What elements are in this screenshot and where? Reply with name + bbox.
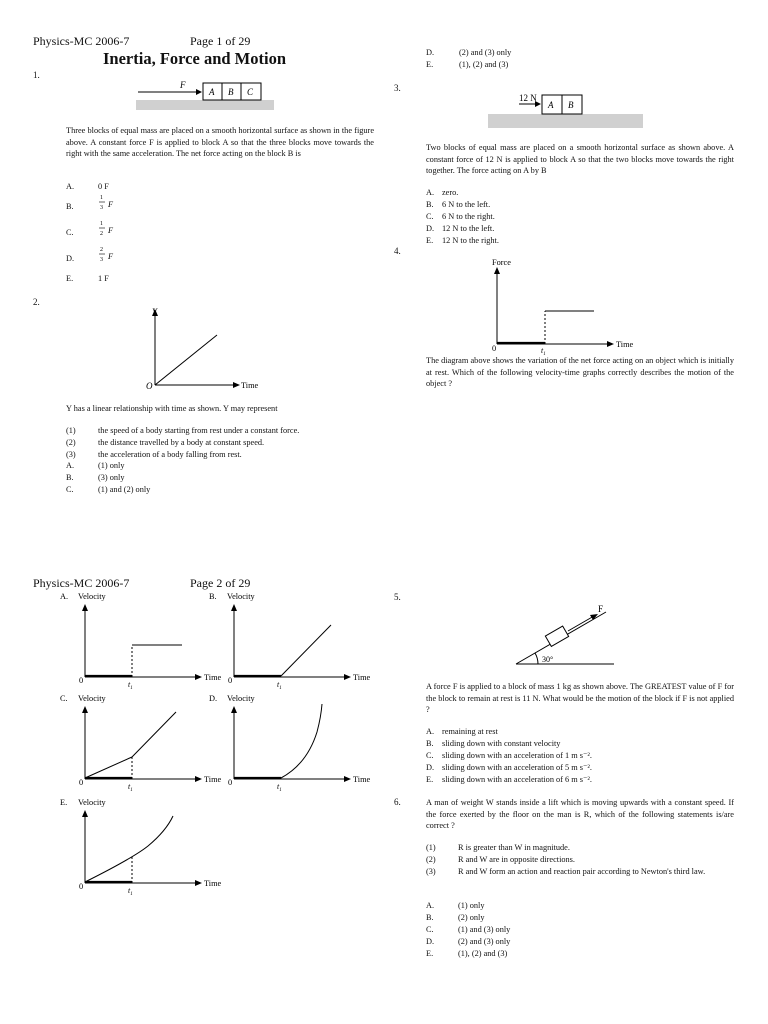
q3-option-c: C. 6 N to the right. <box>426 212 495 221</box>
q5-option-e: E. sliding down with an acceleration of 6 m s⁻². <box>426 775 592 784</box>
svg-text:0: 0 <box>228 676 233 685</box>
svg-text:Time: Time <box>353 673 371 682</box>
option-key: E. <box>66 274 74 283</box>
graph-c <box>58 692 228 792</box>
graph-a-key: A. <box>60 592 69 601</box>
q5-option-c: C. sliding down with an acceleration of 1 m s⁻². <box>426 751 592 760</box>
svg-text:t1: $t_1$ <box>541 346 546 357</box>
block-c-label: C <box>247 87 254 97</box>
graph-a <box>58 590 228 690</box>
svg-text:t1: $t_1$ <box>277 782 282 793</box>
q6-option-a: A. (1) only <box>426 901 485 910</box>
q6-statement-3: (3) R and W form an action and reaction pair according to Newton's third law. <box>426 867 706 876</box>
svg-text:A: A <box>548 100 554 110</box>
svg-text:1: 1 <box>100 221 103 227</box>
page2-header-left: Physics-MC 2006-7 <box>33 576 130 590</box>
q2-text: Y has a linear relationship with time as shown. Y may represent <box>66 404 278 413</box>
q5-incline-diagram <box>510 600 620 670</box>
page2-header-right: Page 2 of 29 <box>190 576 251 590</box>
q1-number: 1. <box>33 70 40 80</box>
q1-option-b <box>66 201 98 213</box>
q6-number: 6. <box>394 797 401 807</box>
graph-d-axis-y: Velocity <box>227 694 255 703</box>
svg-text:0: 0 <box>79 882 84 891</box>
graph-a-axis-y: Velocity <box>78 592 106 601</box>
page1-header-right: Page 1 of 29 <box>190 34 251 48</box>
q5-option-b: B. sliding down with constant velocity <box>426 739 561 748</box>
graph-b-key: B. <box>209 592 217 601</box>
svg-text:Time: Time <box>241 381 259 390</box>
svg-text:3: 3 <box>100 205 103 211</box>
q1-fractions <box>98 194 128 284</box>
q5-number: 5. <box>394 592 401 602</box>
svg-text:0: 0 <box>228 778 233 787</box>
q1-text: Three blocks of equal mass are placed on a smooth horizontal surface as shown in the figure above. A constant force F is applied to block A so that the three blocks move towards the right with the same acceleration. The net force acting on the block B is <box>66 126 374 159</box>
svg-text:Time: Time <box>616 340 634 349</box>
option-key: B. <box>66 202 74 211</box>
svg-text:Time: Time <box>353 775 371 784</box>
q6-statement-2: (2) R and W are in opposite directions. <box>426 855 575 864</box>
q2-number: 2. <box>33 297 40 307</box>
q5-option-d: D. sliding down with an acceleration of 5 m s⁻². <box>426 763 592 772</box>
q1-force-label: F <box>180 80 186 90</box>
graph-d <box>207 692 387 792</box>
q4-text: The diagram above shows the variation of the net force acting on an object which is initially at rest. Which of the following velocity-time graphs correctly describes the motion of the object ? <box>426 356 734 389</box>
q3-text: Two blocks of equal mass are placed on a smooth horizontal surface as shown above. A constant force of 12 N is applied to block A so that the two blocks move towards the right together. The force acting on A by B <box>426 143 734 176</box>
svg-text:t1: $t_1$ <box>128 680 133 691</box>
svg-text:3: 3 <box>100 257 103 263</box>
q2-statement-2: (2) the distance travelled by a body at constant speed. <box>66 438 265 447</box>
svg-text:t1: $t_1$ <box>128 782 133 793</box>
q5-option-a: A. remaining at rest <box>426 727 498 736</box>
q2-option-e: E. (1), (2) and (3) <box>426 60 509 69</box>
q3-option-e: E. 12 N to the right. <box>426 236 499 245</box>
svg-text:0: 0 <box>79 778 84 787</box>
q3-option-b: B. 6 N to the left. <box>426 200 491 209</box>
q2-graph <box>140 305 270 393</box>
svg-text:t1: $t_1$ <box>128 886 133 897</box>
q2-option-a: A. (1) only <box>66 461 125 470</box>
page-title: Inertia, Force and Motion <box>103 49 287 68</box>
option-text: 0 F <box>98 182 109 191</box>
q2-statement-3: (3) the acceleration of a body falling from rest. <box>66 450 242 459</box>
q3-number: 3. <box>394 83 401 93</box>
option-key: D. <box>66 254 75 263</box>
svg-text:0: 0 <box>492 344 497 353</box>
q6-option-c: C. (1) and (3) only <box>426 925 511 934</box>
q2-option-d: D. (2) and (3) only <box>426 48 512 57</box>
q6-text: A man of weight W stands inside a lift which is moving upwards with a constant speed. If the force exerted by the floor on the man is R, which of the following statements is/are correct ? <box>426 798 734 831</box>
q3-blocks-diagram <box>486 92 646 132</box>
q3-option-a: A. zero. <box>426 188 459 197</box>
graph-b-axis-y: Velocity <box>227 592 255 601</box>
graph-e <box>58 796 228 896</box>
svg-text:1: 1 <box>100 195 103 201</box>
q3-option-d: D. 12 N to the left. <box>426 224 495 233</box>
option-key: C. <box>66 228 74 237</box>
svg-text:Time: Time <box>204 673 222 682</box>
graph-c-key: C. <box>60 694 68 703</box>
svg-text:F: F <box>108 252 114 261</box>
graph-b <box>207 590 387 690</box>
svg-text:0: 0 <box>79 676 84 685</box>
svg-text:Time: Time <box>204 775 222 784</box>
svg-text:Force: Force <box>492 258 511 267</box>
svg-text:Time: Time <box>204 879 222 888</box>
graph-e-axis-y: Velocity <box>78 798 106 807</box>
q2-option-b: B. (3) only <box>66 473 125 482</box>
svg-text:F: F <box>108 226 114 235</box>
graph-e-key: E. <box>60 798 68 807</box>
svg-text:2: 2 <box>100 231 103 237</box>
q1-option-c <box>66 227 98 239</box>
svg-text:F: F <box>108 200 114 209</box>
q5-text: A force F is applied to a block of mass 1 kg as shown above. The GREATEST value of F for the block to remain at rest is 11 N. What would be the motion of the block if F is not applied ? <box>426 682 734 715</box>
q5-force-label: F <box>598 604 604 614</box>
page1-header-left: Physics-MC 2006-7 <box>33 34 130 48</box>
svg-text:t1: $t_1$ <box>277 680 282 691</box>
svg-text:Y: Y <box>152 307 158 317</box>
q6-statement-1: (1) R is greater than W in magnitude. <box>426 843 570 852</box>
graph-d-key: D. <box>209 694 218 703</box>
q6-option-b: B. (2) only <box>426 913 485 922</box>
svg-text:2: 2 <box>100 247 103 253</box>
q6-option-d: D. (2) and (3) only <box>426 937 511 946</box>
q5-angle-label: 30° <box>542 655 554 664</box>
q2-statement-1: (1) the speed of a body starting from rest under a constant force. <box>66 426 300 435</box>
option-key: A. <box>66 182 75 191</box>
q6-option-e: E. (1), (2) and (3) <box>426 949 508 958</box>
q4-number: 4. <box>394 246 401 256</box>
svg-text:B: B <box>568 100 574 110</box>
q1-option-a <box>66 181 109 193</box>
q1-blocks-diagram <box>136 78 276 112</box>
block-b-label: B <box>228 87 234 97</box>
q3-force-label: 12 N <box>519 93 537 103</box>
block-a-label: A <box>209 87 215 97</box>
svg-text:O: O <box>146 381 153 391</box>
q2-option-c: C. (1) and (2) only <box>66 485 151 494</box>
graph-c-axis-y: Velocity <box>78 694 106 703</box>
option-text: 1 F <box>98 274 109 283</box>
q1-option-d <box>66 253 98 265</box>
q4-force-time-graph <box>486 255 646 355</box>
